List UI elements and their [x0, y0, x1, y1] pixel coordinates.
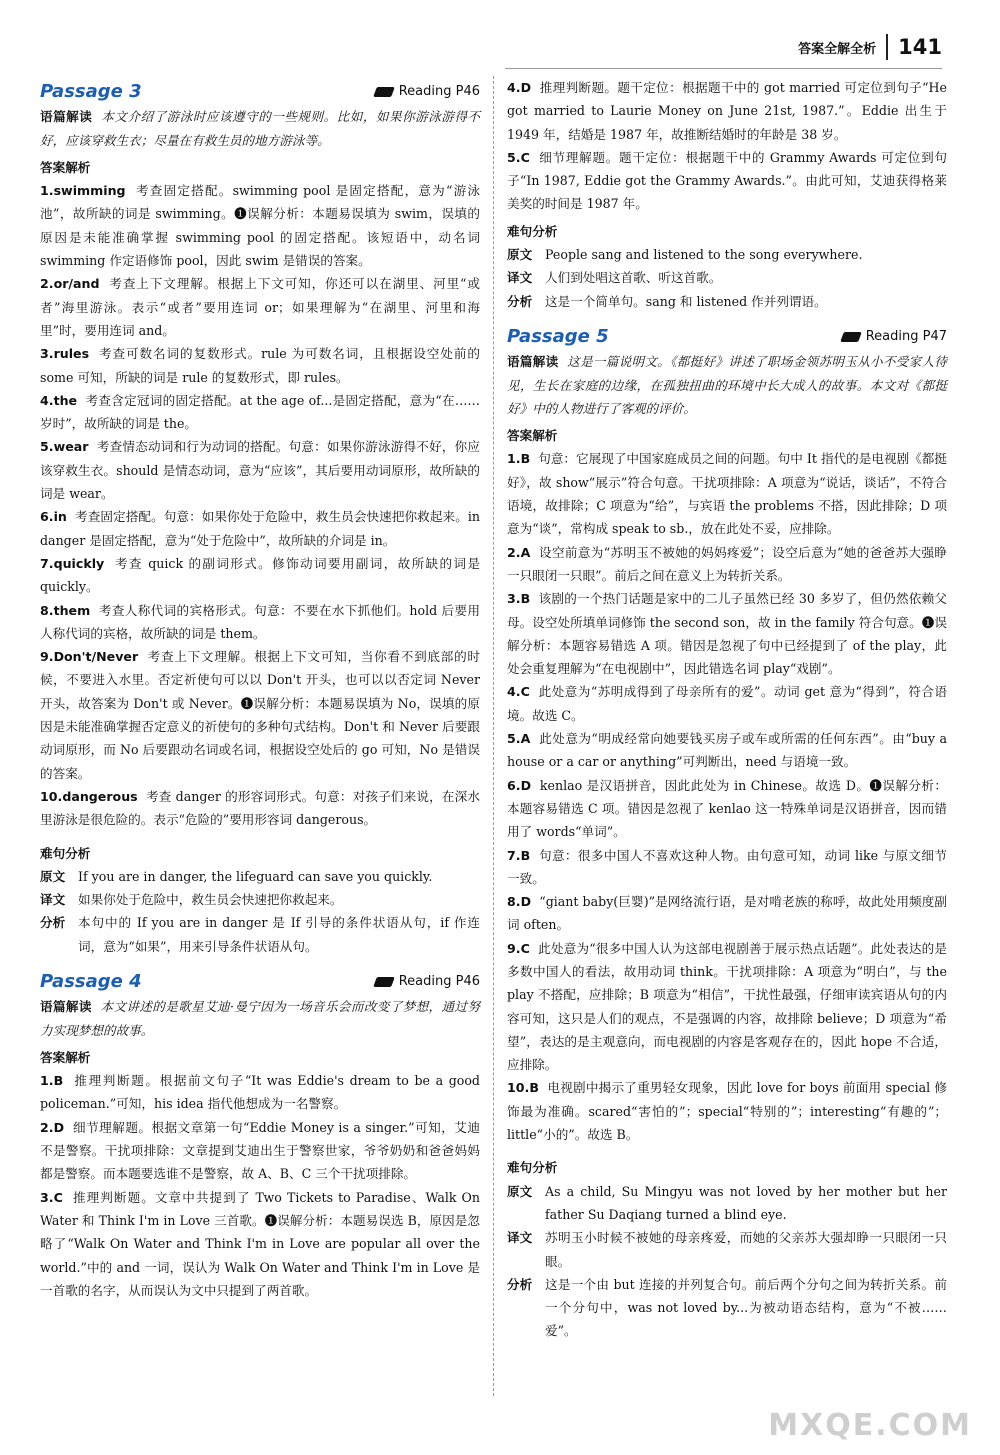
answers-label: 答案解析: [40, 159, 91, 175]
answer-key: Don't/Never: [53, 649, 139, 665]
answer-number: 4.: [40, 392, 54, 408]
answer-explanation: 句意：很多中国人不喜欢这种人物。由句意可知，动词 like 与原文细节一致。: [507, 847, 947, 886]
answer-number: 2.: [40, 276, 54, 292]
intro-text: 本文讲述的是歌星艾迪·曼宁因为一场音乐会而改变了梦想，通过努力实现梦想的故事。: [40, 999, 480, 1038]
answer-explanation: 考查人称代词的宾格形式。句意：不要在水下抓他们。hold 后要用人称代词的宾格，故所缺的词是 them。: [40, 602, 480, 641]
analysis-row: [507, 1226, 947, 1273]
answer-explanation: kenlao 是汉语拼音，因此此处为 in Chinese。故选 D。❶误解分析：本题容易错选 C 项。错因是忽视了 kenlao 这一特殊单词是汉语拼音，因而错用了 words“单词”。: [507, 777, 947, 840]
answer-key: C: [520, 940, 530, 956]
answer-item: [507, 146, 947, 216]
answer-explanation: 考查含定冠词的固定搭配。at the age of...是固定搭配，意为“在……岁时”，故所缺的词是 the。: [40, 392, 481, 432]
passage-5-heading: [507, 325, 947, 348]
analysis-row: [507, 266, 947, 289]
analysis-tag: 原文: [507, 1183, 533, 1199]
answer-item: [40, 179, 480, 272]
analysis-tag: 译文: [507, 1230, 533, 1246]
answer-key: B: [520, 451, 531, 467]
answer-key: C: [520, 149, 530, 165]
passage-4-intro: [40, 995, 480, 1042]
passage-4-hard-sentence: [507, 243, 947, 313]
answer-item: [507, 447, 947, 540]
answer-key: C: [520, 684, 530, 700]
answer-explanation: 句意：它展现了中国家庭成员之间的问题。句中 It 指代的是电视剧《都挺好》，故 show“展示”符合句意。干扰项排除：A 项意为“说话，谈话”，不符合语境，故排除；C 项意为“给”，与宾语 the problems 不搭，因此排除；D 项意为“谈”，常构成 speak to sb.，放在此处不妥，应排除。: [507, 451, 947, 537]
answer-item: [507, 890, 947, 937]
analysis-tag: 原文: [507, 247, 533, 263]
answer-number: 10.: [507, 1080, 530, 1096]
answer-explanation: “giant baby(巨婴)”是网络流行语，是对啃老族的称呼，故此处用频度副词 often。: [507, 894, 947, 933]
analysis-text: 苏明玉小时候不被她的母亲疼爱，而她的父亲苏大强却睁一只眼闭一只眼。: [545, 1230, 947, 1269]
passage-5-ref: [842, 325, 947, 348]
answer-explanation: 推理判断题。题干定位：根据题干中的 got married 可定位到句子“He got married to Laurie Money on June 21st, 1987.”。Eddie 出生于 1949 年，结婚是 1987 年，故推断结婚时的年龄是 38 岁。: [507, 80, 947, 142]
passage-3-heading: [40, 80, 480, 103]
analysis-tag: 分析: [507, 1276, 533, 1292]
analysis-text: As a child, Su Mingyu was not loved by her mother but her father Su Daqiang turned a blind eye.: [545, 1183, 947, 1222]
answer-explanation: 细节理解题。题干定位：根据题干中的 Grammy Awards 可定位到句子“In 1987, Eddie got the Grammy Awards.”。由此可知，艾迪获得格莱美奖的时间是 1987 年。: [507, 149, 947, 212]
passage-4-answers-right: [507, 76, 947, 216]
answer-item: [40, 389, 480, 436]
answer-explanation: 推理判断题。根据前文句子“It was Eddie's dream to be a good policeman.”可知，his idea 指代他想成为一名警察。: [40, 1073, 480, 1112]
passage-4-answers-left: [40, 1069, 480, 1302]
answer-number: 3.: [40, 1189, 54, 1205]
answer-number: 6.: [40, 509, 54, 525]
answer-explanation: 考查 quick 的副词形式。修饰动词要用副词，故所缺的词是 quickly。: [40, 555, 480, 595]
left-column: [40, 80, 480, 1302]
passage-5-ref-text: Reading P47: [865, 328, 947, 344]
answer-explanation: 推理判断题。文章中共提到了 Two Tickets to Paradise、Walk On Water 和 Think I'm in Love 三首歌。❶误解分析：本题易误选 B，原因是忽略了“Walk On Water and Think I'm in Love are popular all over the world.”中的 and 一词，误认为 Walk On Water and Think I'm in Love 是一首歌的名字，从而误认为文中只提到了两首歌。: [40, 1189, 480, 1298]
answer-item: [507, 727, 947, 774]
intro-label: 语篇解读: [40, 999, 92, 1015]
answer-explanation: 此处意为“苏明成得到了母亲所有的爱”。动词 get 意为“得到”，符合语境。故选 C。: [507, 684, 947, 723]
answer-key: D: [520, 777, 532, 793]
passage-5-title: Passage 5: [507, 325, 609, 347]
answer-key: D: [53, 1119, 65, 1135]
answer-number: 3.: [40, 346, 54, 362]
right-column: [507, 76, 947, 1343]
answer-number: 2.: [507, 544, 521, 560]
hard-sentence-label: 难句分析: [507, 223, 558, 239]
answer-key: swimming: [53, 183, 126, 199]
passage-5-intro: [507, 350, 947, 420]
answer-explanation: 考查上下文理解。根据上下文可知，当你看不到底部的时候，不要进入水里。否定祈使句可以以 Don't 开头，也可以以否定词 Never 开头，故答案为 Don't 或 Never。❶误解分析：本题易误填为 No，误填的原因是未能准确掌握否定意义的祈使句的多种句式结构。Don't 和 Never 后要跟动词原形，而 No 后要跟动名词或名词，根据设空处后的 go 可知，No 是错误的答案。: [40, 649, 480, 781]
answer-explanation: 考查固定搭配。句意：如果你处于危险中，救生员会快速把你救起来。in danger 是固定搭配，意为“处于危险中”，故所缺的介词是 in。: [40, 509, 480, 548]
intro-text: 这是一篇说明文。《都挺好》讲述了职场金领苏明玉从小不受家人待见，生长在家庭的边缘，在孤独扭曲的环境中长大成人的故事。本文对《都挺好》中的人物进行了客观的评价。: [507, 354, 948, 416]
intro-label: 语篇解读: [507, 354, 559, 370]
analysis-text: If you are in danger, the lifeguard can save you quickly.: [78, 868, 433, 884]
answer-explanation: 考查固定搭配。swimming pool 是固定搭配，意为“游泳池”，故所缺的词是 swimming。❶误解分析：本题易误填为 swim，误填的原因是未能准确掌握 swimming pool 的固定搭配。该短语中，动名词 swimming 作定语修饰 pool，因此 swim 是错误的答案。: [40, 183, 480, 269]
answer-item: [507, 541, 947, 588]
page-number: 141: [898, 35, 942, 59]
analysis-row: [507, 1180, 947, 1227]
passage-4-heading: [40, 970, 480, 993]
answer-number: 5.: [507, 731, 521, 747]
answer-key: them: [53, 602, 91, 618]
answer-number: 2.: [40, 1119, 54, 1135]
analysis-text: 这是一个简单句。sang 和 listened 作并列谓语。: [545, 293, 827, 309]
analysis-row: [507, 290, 947, 313]
answer-item: [40, 599, 480, 646]
answer-key: quickly: [53, 555, 105, 571]
answer-number: 9.: [507, 940, 521, 956]
answer-item: [40, 785, 480, 832]
passage-3-title: Passage 3: [40, 81, 142, 102]
answer-number: 9.: [40, 649, 54, 665]
answer-number: 4.: [507, 80, 521, 95]
analysis-text: 这是一个由 but 连接的并列复合句。前后两个分句之间为转折关系。前一个分句中，was not loved by...为被动语态结构，意为“不被……爱”。: [545, 1276, 947, 1339]
answer-item: [507, 1076, 947, 1146]
answer-item: [507, 937, 947, 1077]
analysis-text: 如果你处于危险中，救生员会快速把你救起来。: [78, 892, 343, 908]
answer-key: rules: [53, 346, 90, 362]
hard-sentence-label: 难句分析: [40, 845, 91, 861]
pencil-icon: [373, 87, 395, 97]
answer-number: 7.: [40, 555, 54, 571]
header-label: 答案全解全析: [798, 41, 877, 57]
passage-4-ref: [375, 970, 480, 993]
header-divider: [886, 34, 888, 60]
answer-explanation: 细节理解题。根据文章第一句“Eddie Money is a singer.”可知，艾迪不是警察。干扰项排除：文章提到艾迪出生于警察世家，爷爷奶奶和爸爸妈妈都是警察。而本题要选谁不是警察，故 A、B、C 三个干扰项排除。: [40, 1119, 480, 1182]
answer-item: [507, 587, 947, 680]
answer-key: A: [520, 544, 531, 560]
answer-item: [40, 435, 480, 505]
analysis-tag: 分析: [40, 915, 66, 931]
passage-3-answers: [40, 179, 480, 831]
answer-number: 4.: [507, 684, 521, 700]
answer-explanation: 考查上下文理解。根据上下文可知，你还可以在湖里、河里“或者”海里游泳。表示“或者”要用连词 or；如果理解为“在湖里、河里和海里”时，要用连词 and。: [40, 276, 480, 338]
answer-number: 1.: [40, 1073, 54, 1089]
answer-explanation: 电视剧中揭示了重男轻女现象，因此 love for boys 前面用 special 修饰最为准确。scared“害怕的”；special“特别的”；interesting“有趣的”；little“小的”。故选 B。: [507, 1080, 947, 1143]
analysis-row: [40, 888, 480, 911]
answer-key: B: [520, 591, 531, 607]
answer-item: [507, 774, 947, 844]
answer-item: [40, 505, 480, 552]
analysis-row: [40, 911, 480, 958]
answer-number: 8.: [507, 894, 521, 910]
watermark: MXQE.COM: [768, 1408, 972, 1443]
analysis-text: People sang and listened to the song everywhere.: [545, 247, 863, 263]
answer-number: 1.: [507, 451, 521, 467]
passage-3-ref-text: Reading P46: [398, 84, 480, 99]
answer-key: dangerous: [62, 788, 138, 804]
passage-4-title: Passage 4: [40, 970, 142, 992]
answer-explanation: 此处意为“明成经常向她要钱买房子或车或所需的任何东西”。由“buy a house or a car or anything”可判断出，need 与语境一致。: [507, 731, 947, 770]
passage-4-ref-text: Reading P46: [398, 973, 480, 989]
analysis-text: 人们到处唱这首歌、听这首歌。: [545, 270, 722, 286]
answer-number: 7.: [507, 847, 521, 863]
answer-number: 1.: [40, 183, 54, 199]
hard-sentence-label: 难句分析: [507, 1160, 558, 1176]
answer-explanation: 考查情态动词和行为动词的搭配。句意：如果你游泳游得不好，你应该穿救生衣。should 是情态动词，意为“应该”，其后要用动词原形，故所缺的词是 wear。: [40, 439, 481, 502]
answer-item: [507, 76, 947, 146]
answer-key: D: [520, 80, 532, 95]
answer-item: [40, 1116, 480, 1186]
pencil-icon: [840, 332, 862, 342]
passage-3-ref: [375, 80, 480, 103]
header-rule: [505, 68, 942, 69]
answer-item: [40, 645, 480, 785]
passage-5-hard-sentence: [507, 1180, 947, 1343]
answer-key: A: [520, 731, 531, 747]
analysis-tag: 原文: [40, 868, 66, 884]
analysis-row: [507, 1273, 947, 1343]
answer-item: [40, 272, 480, 342]
answer-explanation: 此处意为“很多中国人认为这部电视剧善于展示热点话题”。此处表达的是多数中国人的看法，故用动词 think。干扰项排除：A 项意为“明白”，与 the play 不搭配，应排除；B 项意为“相信”，干扰性最强，仔细审读宾语从句的内容可知，这只是人们的观点，不是强调的内容，故排除 believe；D 项意为“希望”，表达的是主观意向，而电视剧的内容是客观存在的，因此 hope 不合适，应排除。: [507, 940, 947, 1073]
answer-explanation: 考查可数名词的复数形式。rule 为可数名词，且根据设空处前的 some 可知，所缺的词是 rule 的复数形式，即 rules。: [40, 346, 480, 385]
answer-number: 6.: [507, 777, 521, 793]
passage-3-hard-sentence: [40, 865, 480, 958]
answer-key: B: [53, 1073, 64, 1089]
analysis-tag: 译文: [40, 892, 66, 908]
passage-5-answers: [507, 447, 947, 1146]
column-divider: [493, 76, 494, 1396]
answer-key: D: [520, 894, 532, 910]
answer-key: wear: [53, 439, 89, 455]
answer-item: [40, 342, 480, 389]
analysis-tag: 分析: [507, 293, 533, 309]
page-header: [798, 34, 942, 60]
answer-number: 8.: [40, 602, 54, 618]
answer-key: the: [53, 392, 78, 408]
answer-key: B: [520, 847, 531, 863]
answer-explanation: 设空前意为“苏明玉不被她的妈妈疼爱”；设空后意为“她的爸爸苏大强睁一只眼闭一只眼”。前后之间在意义上为转折关系。: [507, 544, 947, 583]
analysis-tag: 译文: [507, 270, 533, 286]
answer-key: B: [529, 1080, 539, 1096]
intro-text: 本文介绍了游泳时应该遵守的一些规则。比如，如果你游泳游得不好，应该穿救生衣；尽量在有救生员的地方游泳等。: [40, 109, 481, 148]
answer-item: [40, 1069, 480, 1116]
answer-number: 3.: [507, 591, 521, 607]
answer-item: [40, 552, 480, 599]
passage-3-intro: [40, 105, 480, 152]
pencil-icon: [373, 977, 395, 987]
answer-explanation: 该剧的一个热门话题是家中的二儿子虽然已经 30 多岁了，但仍然依赖父母。设空处所填单词修饰 the second son，故 in the family 符合句意。❶误解分析：本题容易错选 A 项。错因是忽视了句中已经提到了 of the play，此处会重复理解为“在电视剧中”，因此错选名词 play“戏剧”。: [507, 591, 947, 677]
answers-label: 答案解析: [507, 428, 558, 444]
analysis-row: [40, 865, 480, 888]
answer-number: 5.: [507, 149, 521, 165]
answer-number: 10.: [40, 788, 63, 804]
analysis-row: [507, 243, 947, 266]
answer-key: or/and: [53, 276, 100, 292]
answer-item: [507, 844, 947, 891]
analysis-text: 本句中的 If you are in danger 是 If 引导的条件状语从句，if 作连词，意为“如果”，用来引导条件状语从句。: [78, 915, 480, 954]
answer-item: [40, 1186, 480, 1302]
intro-label: 语篇解读: [40, 109, 93, 125]
answer-item: [507, 680, 947, 727]
answer-number: 5.: [40, 439, 54, 455]
answer-explanation: 考查 danger 的形容词形式。句意：对孩子们来说，在深水里游泳是很危险的。表示“危险的”要用形容词 dangerous。: [40, 788, 480, 828]
answer-key: C: [53, 1189, 63, 1205]
answers-label: 答案解析: [40, 1049, 91, 1065]
answer-key: in: [53, 509, 67, 525]
